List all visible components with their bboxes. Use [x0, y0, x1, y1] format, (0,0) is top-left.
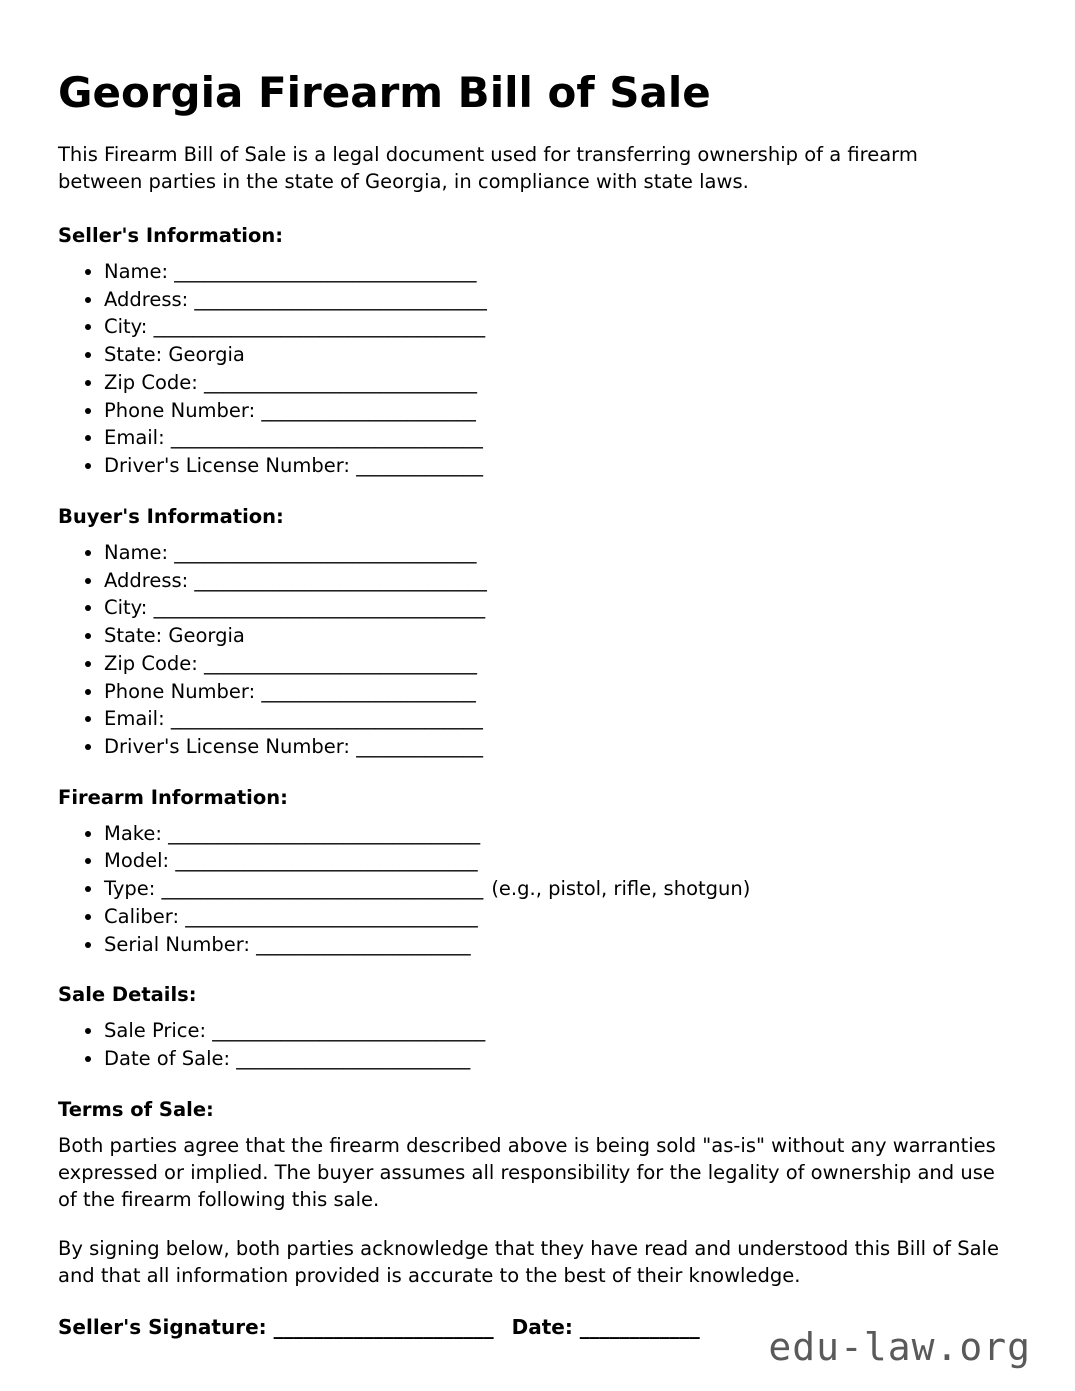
firearm-type-note: (e.g., pistol, rifle, shotgun)	[491, 877, 751, 901]
list-item: • Caliber: ______________________________	[104, 904, 1017, 930]
firearm-type-field: Type: _________________________________	[104, 877, 484, 901]
list-item: • Zip Code: ____________________________	[104, 370, 1017, 396]
list-item: • Name: _______________________________	[104, 540, 1017, 566]
terms-of-sale-heading: Terms of Sale:	[58, 1097, 214, 1121]
list-item: • Phone Number: ______________________	[104, 679, 1017, 705]
list-item: • Sale Price: ____________________________	[104, 1018, 1017, 1044]
list-item: • Zip Code: ____________________________	[104, 651, 1017, 677]
seller-information-heading: Seller's Information:	[58, 224, 284, 247]
page-title: Georgia Firearm Bill of Sale	[58, 68, 711, 117]
seller-information-list	[58, 259, 1017, 479]
buyer-information-heading: Buyer's Information:	[58, 504, 284, 528]
terms-paragraph-1: Both parties agree that the firearm described above is being sold "as-is" without any warranties expressed or implied. The buyer assumes all responsibility for the legality of ownership and use of the firearm following this sale.	[58, 1133, 996, 1211]
signature-date-field[interactable]: Date: ____________	[511, 1315, 700, 1340]
list-item	[104, 876, 1017, 902]
list-item: • State: Georgia	[104, 342, 1017, 368]
list-item: • Date of Sale: ________________________	[104, 1046, 1017, 1072]
site-watermark: edu-law.org	[768, 1325, 1031, 1369]
list-item: • Email: ________________________________	[104, 425, 1017, 451]
list-item: • Make: ________________________________	[104, 821, 1017, 847]
list-item: • Email: ________________________________	[104, 706, 1017, 732]
list-item: • Driver's License Number: _____________	[104, 453, 1017, 479]
list-item: • Model: _______________________________	[104, 848, 1017, 874]
list-item: • City: __________________________________	[104, 314, 1017, 340]
sale-details-list	[58, 1018, 1017, 1071]
list-item: • City: __________________________________	[104, 595, 1017, 621]
buyer-information-list	[58, 540, 1017, 760]
firearm-information-heading: Firearm Information:	[58, 785, 288, 809]
list-item: • Driver's License Number: _____________	[104, 734, 1017, 760]
seller-signature-field[interactable]: Seller's Signature: ______________________	[58, 1315, 494, 1340]
list-item: • Serial Number: ______________________	[104, 932, 1017, 958]
list-item: • Address: ______________________________	[104, 568, 1017, 594]
sale-details-heading: Sale Details:	[58, 983, 197, 1007]
intro-paragraph: This Firearm Bill of Sale is a legal document used for transferring ownership of a firearm between parties in the state of Georgia, in compliance with state laws.	[58, 143, 918, 194]
list-item: • Address: ______________________________	[104, 287, 1017, 313]
terms-paragraph-2: By signing below, both parties acknowledge that they have read and understood this Bill of Sale and that all information provided is accurate to the best of their knowledge.	[58, 1236, 999, 1287]
list-item: • Phone Number: ______________________	[104, 398, 1017, 424]
list-item: • State: Georgia	[104, 623, 1017, 649]
firearm-information-list	[58, 821, 1017, 958]
list-item: • Name: _______________________________	[104, 259, 1017, 285]
